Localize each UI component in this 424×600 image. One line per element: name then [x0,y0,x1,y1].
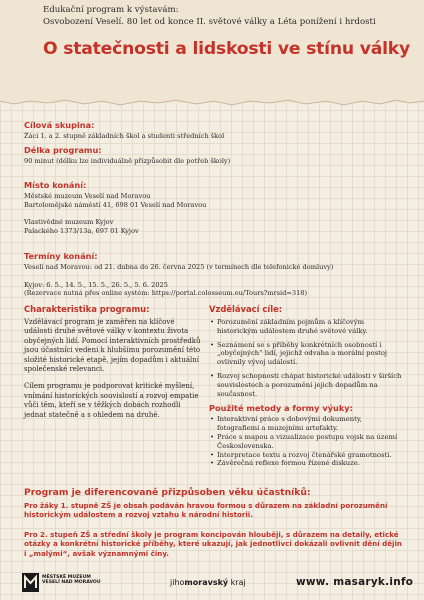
venue-section [24,180,206,235]
dates-heading: Termíny konání: [24,251,98,261]
dates-kyjov: Kyjov: 6. 5., 14. 5., 15. 5., 26. 5., 5. 6. 2025 [24,280,168,289]
intro-line-1: Edukační program k výstavám: [43,5,179,15]
duration-heading: Délka programu: [24,145,102,155]
website-link[interactable]: www. masaryk.info [296,576,414,588]
dates-reservation: (Rezervace nutná přes online systém: https://portal.colosseum.eu/Tours?mrsid=318) [24,289,308,298]
duration-text: 90 minut (délku lze individuálně přizpůsobit dle potřeb školy) [24,157,231,165]
methods-list [209,415,404,468]
duration-section [24,145,230,166]
intro-line-2: Osvobození Veselí. 80 let od konce II. světové války a Léta ponížení i hrdosti [43,17,376,28]
footer [0,571,424,600]
page-title: O statečnosti a lidskosti ve stínu války [43,39,411,59]
characteristics-paragraph-1: Vzdělávací program je zaměřen na klíčové události druhé světové války v kontextu života obyčejných lidí. Pomocí interaktivních prostředků jsou účastníci vedeni k hlubšímu porozumění této složité historické etapě, jejím dopadům i aktuální společenské relevanci. [24,318,201,374]
method-item-4: • Závěrečná reflexe formou řízené diskuze. [217,459,404,468]
museum-logo-icon [22,573,39,592]
venue-2-address: Palackého 1373/13a, 697 01 Kyjov [24,226,139,235]
header-torn-paper [0,0,424,103]
torn-edge [0,96,424,106]
method-item-3: • Interpretace textu a rozvoj čtenářské gramotnosti. [217,451,404,460]
goals-list [209,318,404,398]
adaptation-paragraph-1: Pro žáky 1. stupně ZŠ je obsah podáván hravou formou s důrazem na základní porozumění historickým událostem a rozvoj vztahu k národní historii. [24,501,388,520]
intro-text [43,4,376,29]
dates-section [24,251,333,298]
dates-veseli: Veselí nad Moravou: od 21. dubna do 26. června 2025 (v termínech dle telefonické domluvy) [24,263,334,271]
characteristics-heading: Charakteristika programu: [24,304,150,314]
goal-item-1: • Porozumění základním pojmům a klíčovým historickým událostem druhé světové války. [217,318,404,336]
logo-line-1: MĚSTSKÉ MUZEUM [42,575,91,580]
target-heading: Cílová skupina: [24,120,95,130]
venue-heading: Místo konání: [24,180,87,190]
method-item-1: • Interaktivní práce s dobovými dokumenty, fotografiemi a muzejními artefakty. [217,415,404,433]
region-logo [170,578,246,587]
goal-item-2: • Seznámení se s příběhy konkrétních osobností i „obyčejných“ lidí, jejichž odvaha a morální postoj ovlivnily vývoj událostí. [217,341,404,367]
adaptation-heading: Program je diferencovaně přizpůsoben věku účastníků: [24,487,311,498]
logo-line-2: VESELÍ NAD MORAVOU [42,580,101,586]
characteristics-section [24,304,204,420]
target-text: Žáci 1. a 2. stupně základních škol a studenti středních škol [24,132,225,140]
method-item-2: • Práce s mapou a vizualizace postupu vojsk na území Československa. [217,433,404,451]
region-bold: moravský [184,578,229,587]
target-group-section [24,120,224,141]
methods-heading: Použité metody a formy výuky: [209,403,353,414]
venue-1-name: Městské muzeum Veselí nad Moravou [24,192,151,200]
adaptation-paragraph-2: Pro 2. stupeň ZŠ a střední školy je program koncipován hlouběji, s důrazem na detaily, etické otázky a konkrétní historické příběhy, které ukazují, jak jednotlivci dokázali ovlivnit dění dějin i „malými“, avšak významnými činy. [24,530,402,558]
right-column [209,304,404,468]
characteristics-paragraph-2: Cílem programu je podporovat kritické myšlení, vnímání historických souvislostí a rozvoj empatie vůči těm, kteří se v těžkých dobách rozhodli jednat statečně a s ohledem na druhé. [24,382,199,419]
goals-heading: Vzdělávací cíle: [209,304,283,314]
region-prefix: jiho [170,578,185,587]
venue-2-name: Vlastivědné muzeum Kyjov [24,218,114,227]
region-suffix: kraj [228,578,246,587]
museum-logo-text [42,575,101,586]
venue-1-address: Bartolomějské náměstí 41, 698 01 Veselí nad Moravou [24,200,207,209]
goal-item-3: • Rozvoj schopnosti chápat historické události v širších souvislostech a porozumění jejich dopadům na současnost. [217,372,404,398]
